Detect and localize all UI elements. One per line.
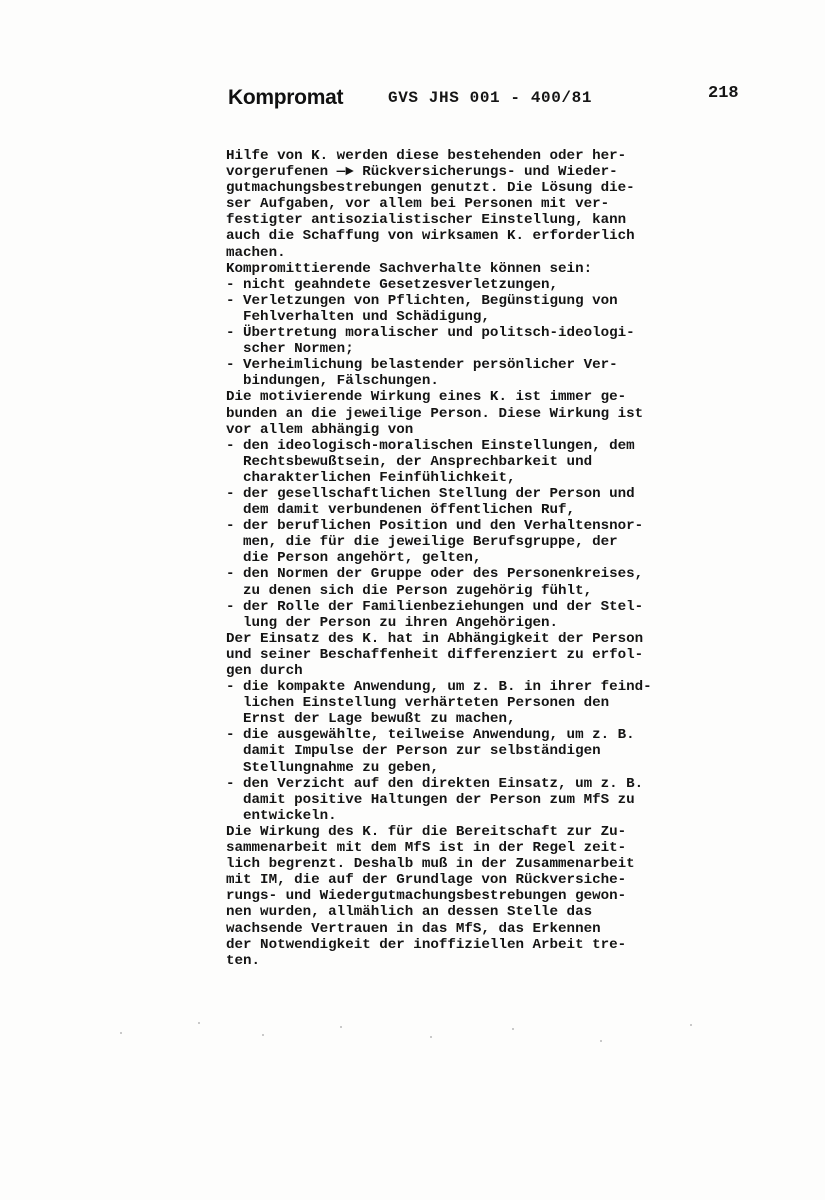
page-number: 218: [708, 84, 739, 103]
text-line: Hilfe von K. werden diese bestehenden oder her-: [226, 148, 627, 164]
text-line: ten.: [226, 952, 261, 969]
text-line: entwickeln.: [226, 807, 337, 824]
text-line: charakterlichen Feinfühlichkeit,: [226, 469, 516, 486]
text-line: - nicht geahndete Gesetzesverletzungen,: [226, 276, 559, 293]
text-line: auch die Schaffung von wirksamen K. erforderlich: [226, 228, 635, 245]
text-line: rungs- und Wiedergutmachungsbestrebungen gewon-: [226, 888, 627, 905]
scan-speck: [512, 1028, 514, 1030]
text-line: nen wurden, allmählich an dessen Stelle das: [226, 904, 593, 921]
scan-speck: [430, 1036, 432, 1038]
scan-speck: [600, 1040, 602, 1042]
text-line: bunden an die jeweilige Person. Diese Wirkung ist: [226, 405, 644, 422]
text-line: mit IM, die auf der Grundlage von Rückversiche-: [226, 872, 627, 889]
text-line: men, die für die jeweilige Berufsgruppe, der: [226, 534, 618, 551]
text-line: Kompromittierende Sachverhalte können sein:: [226, 260, 593, 277]
text-line: Stellungnahme zu geben,: [226, 759, 439, 776]
text-line: - der Rolle der Familienbeziehungen und der Stel-: [226, 598, 644, 615]
text-line: damit Impulse der Person zur selbständigen: [226, 743, 601, 760]
text-line: sammenarbeit mit dem MfS ist in der Regel zeit-: [226, 840, 627, 857]
text-line: lichen Einstellung verhärteten Personen den: [226, 695, 610, 712]
document-reference: GVS JHS 001 - 400/81: [388, 89, 593, 107]
scan-speck: [262, 1034, 264, 1036]
scan-speck: [120, 1032, 122, 1034]
text-line: Rechtsbewußtsein, der Ansprechbarkeit und: [226, 453, 593, 470]
text-line: - den Normen der Gruppe oder des Personenkreises,: [226, 566, 644, 583]
body-text: [226, 148, 786, 969]
text-line: Die Wirkung des K. für die Bereitschaft zur Zu-: [226, 823, 627, 840]
text-line: dem damit verbundenen öffentlichen Ruf,: [226, 502, 576, 519]
text-line: - den ideologisch-moralischen Einstellungen, dem: [226, 437, 635, 454]
scan-speck: [690, 1024, 692, 1026]
text-line: der Notwendigkeit der inoffiziellen Arbeit tre-: [226, 936, 627, 953]
header-keyword: Kompromat: [228, 86, 344, 109]
text-line: vorgerufenen —► Rückversicherungs- und Wieder-: [226, 164, 618, 181]
text-line: - der gesellschaftlichen Stellung der Person und: [226, 485, 635, 502]
text-line: Ernst der Lage bewußt zu machen,: [226, 711, 516, 728]
text-line: festigter antisozialistischer Einstellung, kann: [226, 212, 627, 229]
text-line: - der beruflichen Position und den Verhaltensnor-: [226, 518, 644, 535]
text-line: scher Normen;: [226, 341, 354, 358]
text-line: ser Aufgaben, vor allem bei Personen mit ver-: [226, 196, 610, 213]
text-line: - Übertretung moralischer und politsch-ideologi-: [226, 325, 635, 342]
text-line: zu denen sich die Person zugehörig fühlt,: [226, 582, 593, 599]
text-line: die Person angehört, gelten,: [226, 550, 482, 567]
scan-speck: [340, 1026, 342, 1028]
text-line: - den Verzicht auf den direkten Einsatz, um z. B.: [226, 775, 644, 792]
scan-speck: [198, 1022, 200, 1024]
text-line: bindungen, Fälschungen.: [226, 373, 439, 390]
text-line: gen durch: [226, 663, 303, 679]
text-line: gutmachungsbestrebungen genutzt. Die Lösung die-: [226, 180, 635, 197]
text-line: Fehlverhalten und Schädigung,: [226, 308, 490, 325]
text-line: damit positive Haltungen der Person zum MfS zu: [226, 791, 635, 808]
text-line: lung der Person zu ihren Angehörigen.: [226, 614, 559, 631]
text-line: vor allem abhängig von: [226, 421, 414, 438]
text-line: Der Einsatz des K. hat in Abhängigkeit der Person: [226, 630, 644, 647]
text-line: und seiner Beschaffenheit differenziert zu erfol-: [226, 646, 644, 663]
text-line: - Verletzungen von Pflichten, Begünstigung von: [226, 292, 618, 309]
text-line: machen.: [226, 244, 286, 261]
text-line: - die ausgewählte, teilweise Anwendung, um z. B.: [226, 727, 635, 744]
text-line: wachsende Vertrauen in das MfS, das Erkennen: [226, 920, 601, 937]
text-line: - Verheimlichung belastender persönlicher Ver-: [226, 357, 618, 374]
text-line: Die motivierende Wirkung eines K. ist immer ge-: [226, 389, 627, 406]
text-line: - die kompakte Anwendung, um z. B. in ihrer feind-: [226, 679, 652, 696]
text-line: lich begrenzt. Deshalb muß in der Zusammenarbeit: [226, 856, 635, 873]
